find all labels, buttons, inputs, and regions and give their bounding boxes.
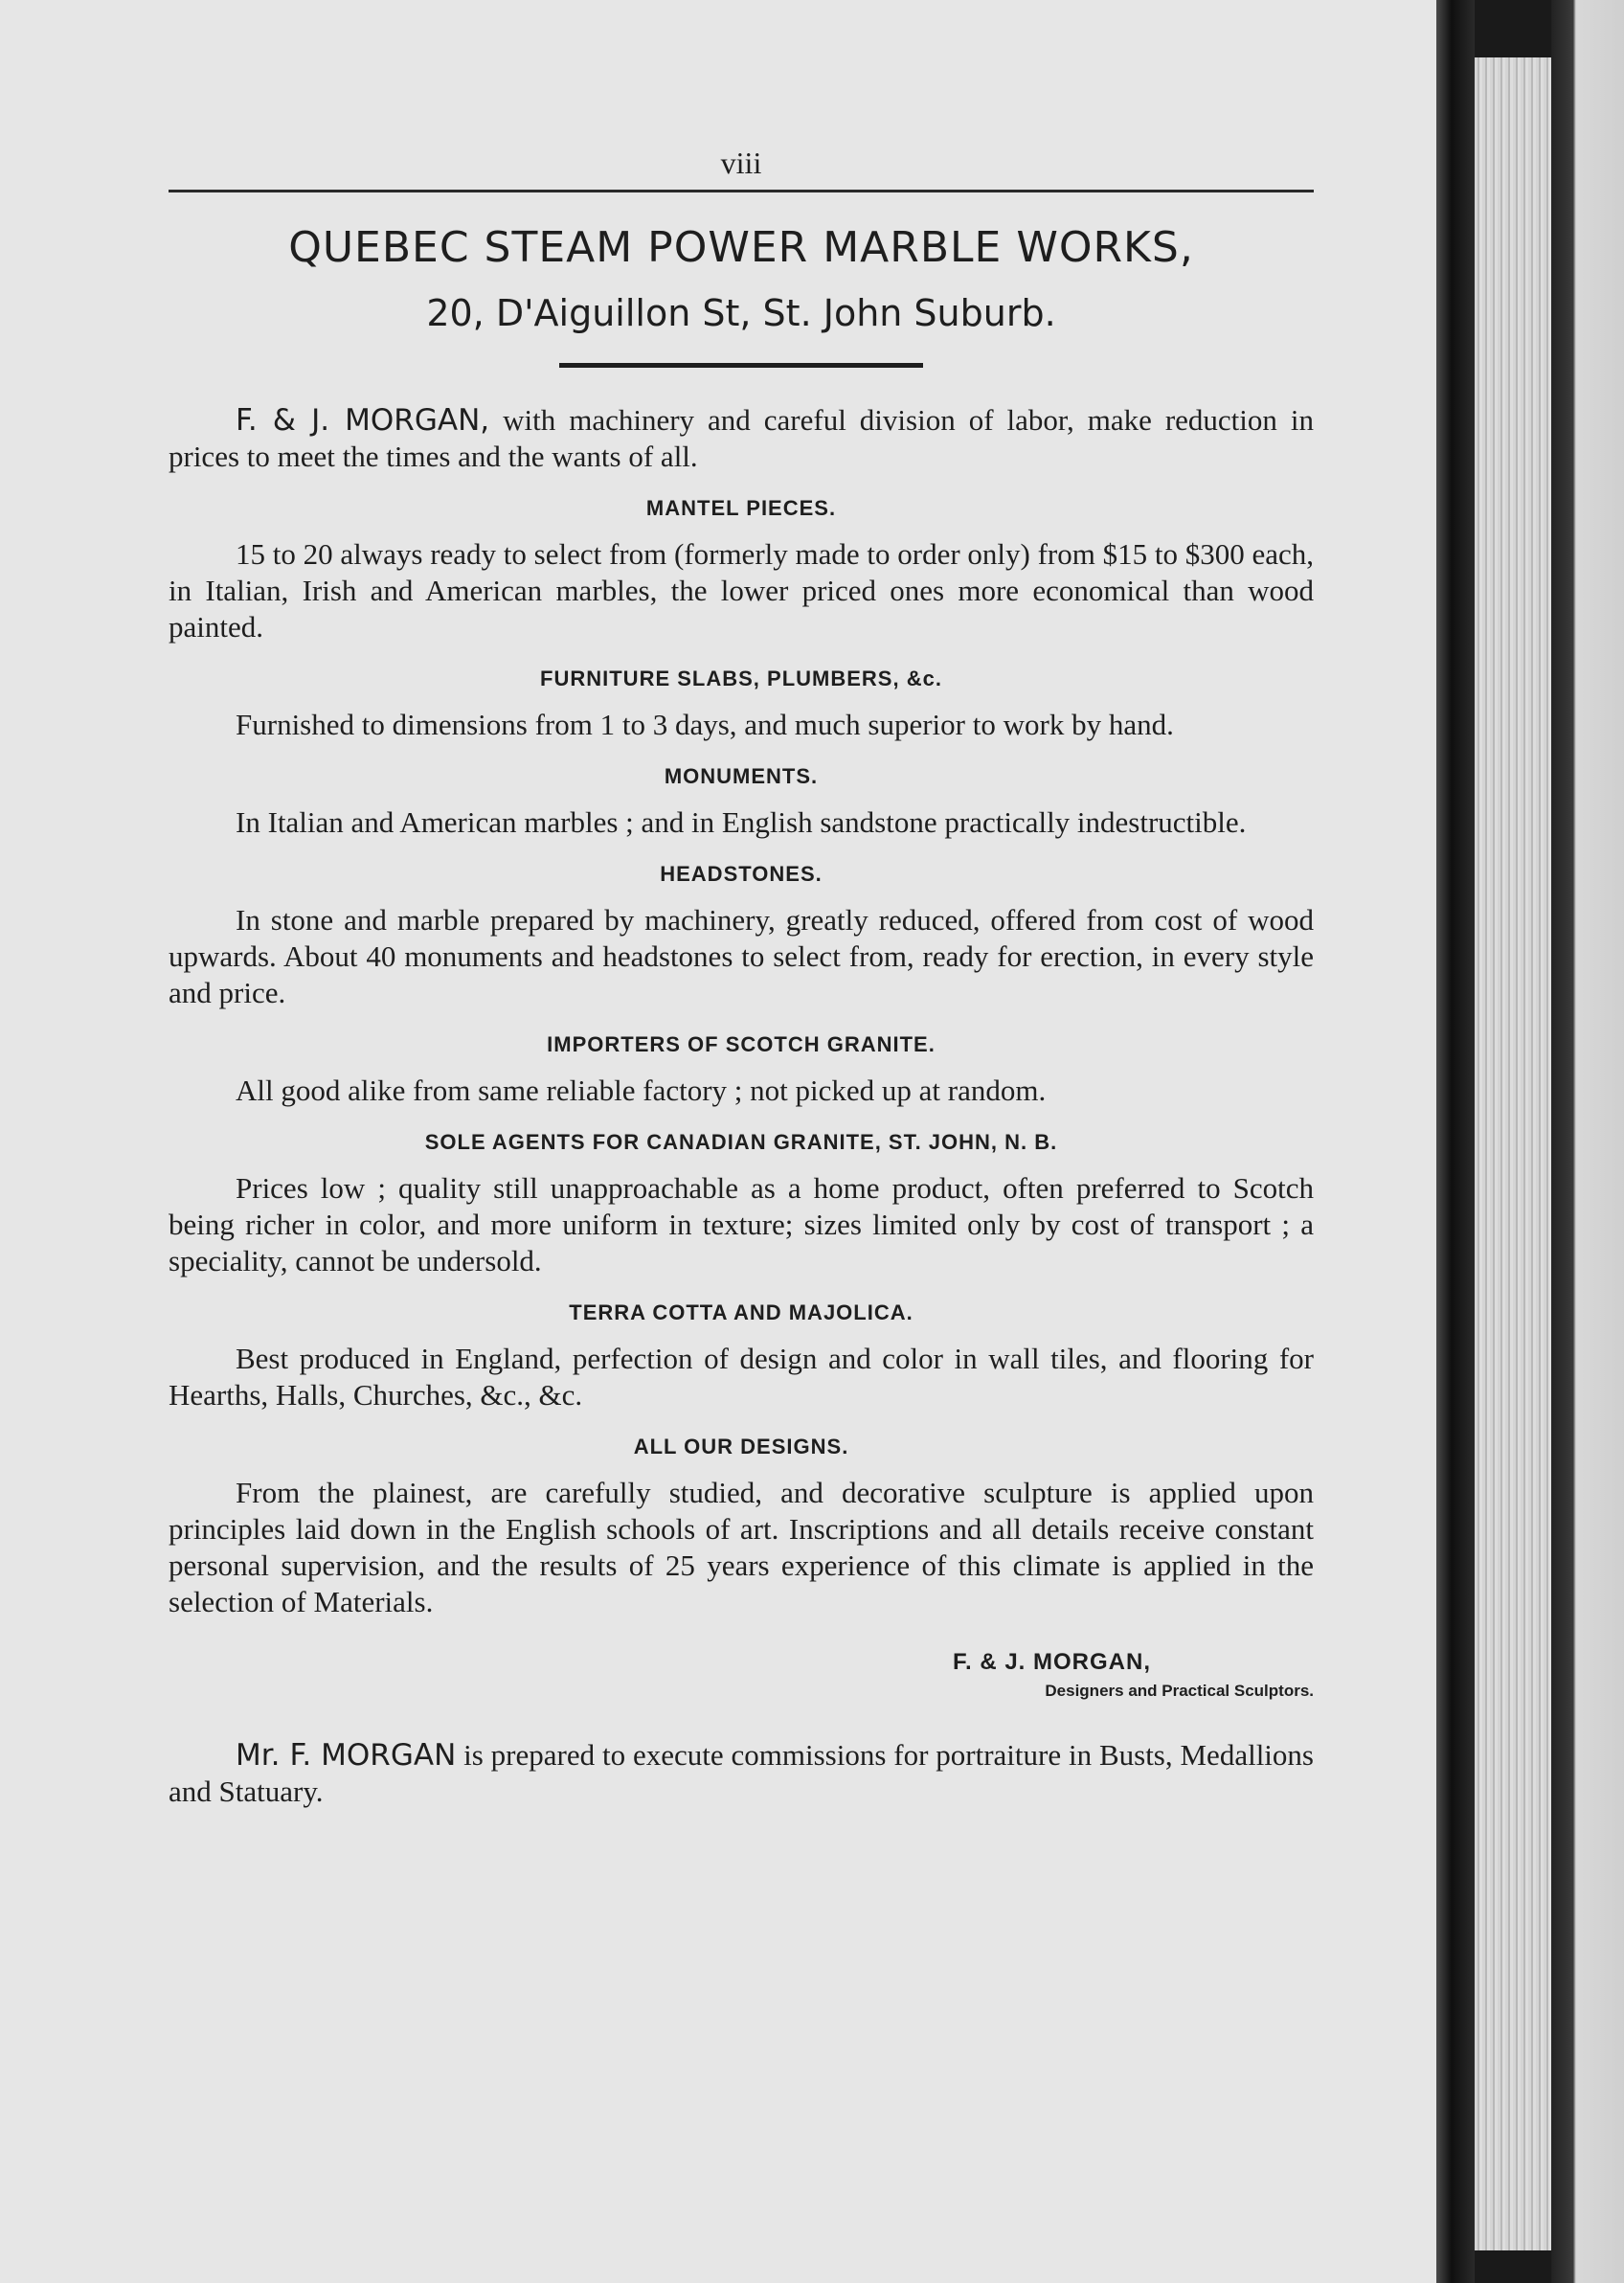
book-cover-edge bbox=[1551, 0, 1624, 2283]
header-rule bbox=[169, 190, 1314, 192]
signature-block bbox=[169, 1647, 1314, 1705]
title-rule bbox=[559, 363, 923, 368]
section-heading: MANTEL PIECES. bbox=[645, 496, 837, 520]
signature-role: Designers and Practical Sculptors. bbox=[1045, 1682, 1314, 1700]
section-heading: ALL OUR DESIGNS. bbox=[633, 1435, 849, 1458]
section-terra-cotta bbox=[169, 1299, 1314, 1413]
section-scotch-granite bbox=[169, 1030, 1314, 1109]
page-edges bbox=[1475, 57, 1551, 2250]
section-headstones bbox=[169, 860, 1314, 1011]
section-heading: IMPORTERS OF SCOTCH GRANITE. bbox=[547, 1032, 936, 1056]
section-heading: TERRA COTTA AND MAJOLICA. bbox=[569, 1300, 914, 1324]
section-heading: SOLE AGENTS FOR CANADIAN GRANITE, ST. JOHN, N. B. bbox=[424, 1130, 1058, 1154]
intro-text: with machinery and careful division of labor, make reduction in prices to meet the times and the wants of all. bbox=[169, 403, 1314, 473]
section-canadian-granite bbox=[169, 1128, 1314, 1279]
intro-lead: F. & J. MORGAN, bbox=[236, 403, 490, 438]
section-text: Best produced in England, perfection of design and color in wall tiles, and flooring for Hearths, Halls, Churches, &c., &c. bbox=[169, 1342, 1314, 1412]
section-furniture bbox=[169, 665, 1314, 743]
section-text: Prices low ; quality still unapproachable as a home product, often preferred to Scotch being richer in color, and more uniform in texture; sizes limited only by cost of transport ; a speciality, cannot be undersold. bbox=[169, 1171, 1314, 1277]
section-text: All good alike from same reliable factory ; not picked up at random. bbox=[236, 1074, 1047, 1107]
closing-lead: Mr. F. MORGAN bbox=[236, 1738, 457, 1773]
section-text: 15 to 20 always ready to select from (formerly made to order only) from $15 to $300 each, in Italian, Irish and American marbles, the lower priced ones more economical than wood painted. bbox=[169, 537, 1314, 644]
section-heading: FURNITURE SLABS, PLUMBERS, &c. bbox=[540, 667, 942, 690]
closing-paragraph bbox=[169, 1737, 1314, 1810]
page-content bbox=[169, 144, 1314, 1810]
section-heading: MONUMENTS. bbox=[664, 764, 819, 788]
book-gutter bbox=[1436, 0, 1475, 2283]
advert-address: 20, D'Aiguillon St, St. John Suburb. bbox=[426, 292, 1056, 334]
closing-text: is prepared to execute commissions for portraiture in Busts, Medallions and Statuary. bbox=[169, 1738, 1314, 1808]
intro-paragraph bbox=[169, 402, 1314, 475]
section-mantel bbox=[169, 494, 1314, 645]
section-text: Furnished to dimensions from 1 to 3 days, and much superior to work by hand. bbox=[236, 708, 1174, 741]
section-text: In Italian and American marbles ; and in English sandstone practically indestructible. bbox=[236, 805, 1247, 839]
section-heading: HEADSTONES. bbox=[660, 862, 823, 886]
section-text: From the plainest, are carefully studied, and decorative sculpture is applied upon principles laid down in the English schools of art. Inscriptions and all details receive constant personal supervision, and the results of 25 years experience of this climate is applied in the selection of Materials. bbox=[169, 1476, 1314, 1618]
page-number: viii bbox=[720, 146, 762, 180]
section-text: In stone and marble prepared by machinery, greatly reduced, offered from cost of wood upwards. About 40 monuments and headstones to select from, ready for erection, in every style and price. bbox=[169, 903, 1314, 1009]
section-designs bbox=[169, 1433, 1314, 1620]
signature-name: F. & J. MORGAN, bbox=[952, 1649, 1151, 1675]
section-monuments bbox=[169, 762, 1314, 841]
advert-title: QUEBEC STEAM POWER MARBLE WORKS, bbox=[288, 223, 1194, 272]
